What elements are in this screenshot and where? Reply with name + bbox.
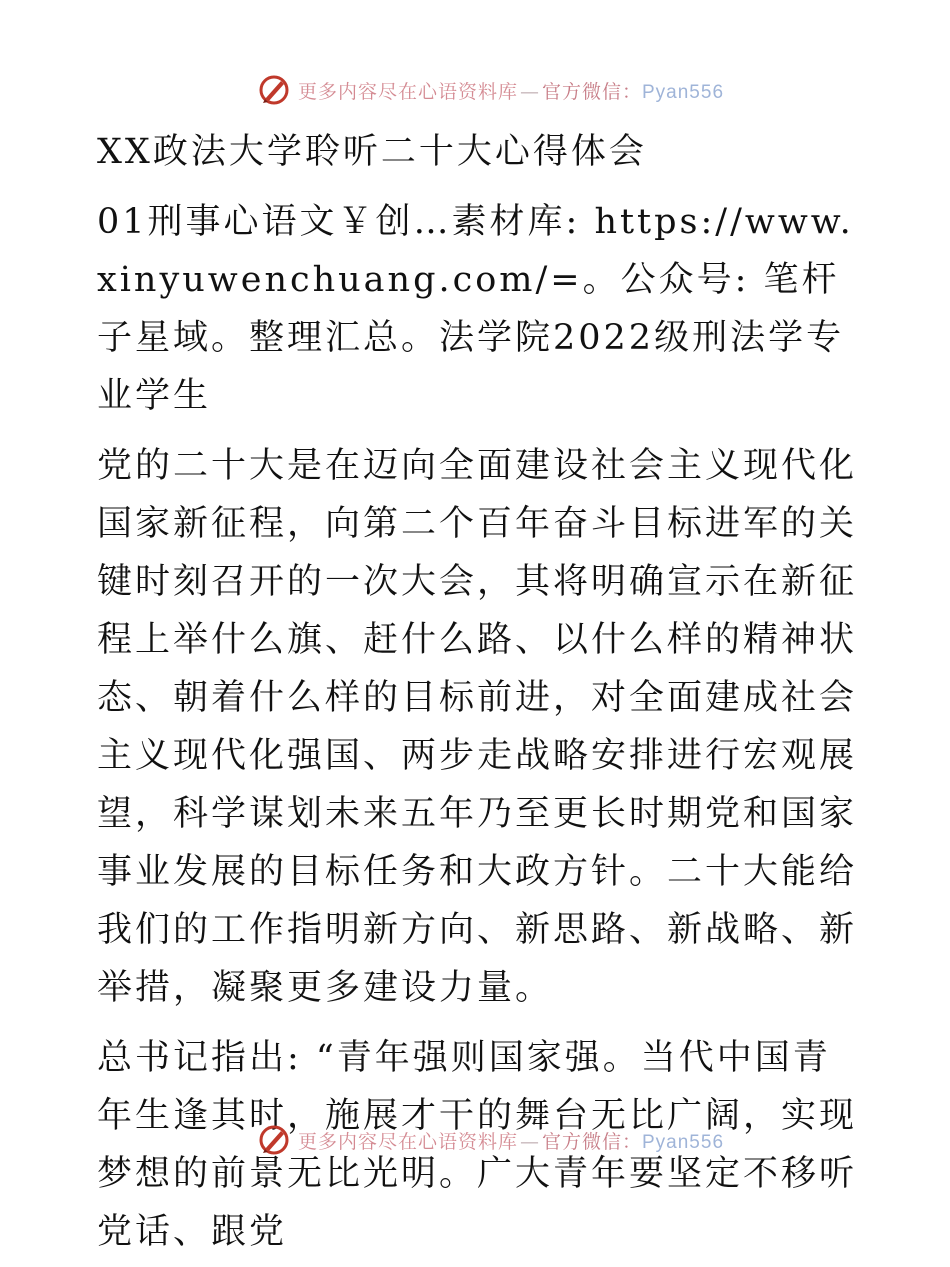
watermark-text xyxy=(298,77,724,104)
pen-logo-icon xyxy=(256,72,292,108)
pen-logo-icon xyxy=(256,1122,292,1158)
watermark-wechat-label: 官方微信： xyxy=(541,1130,642,1153)
paragraph-source-info: 01刑事心语文￥创…素材库: https://www.xinyuwenchuang.com/=。公众号: 笔杆子星域。整理汇总。法学院2022级刑法学专业学生 xyxy=(97,202,854,416)
document-title: XX政法大学聆听二十大心得体会 xyxy=(97,132,647,172)
watermark-dash: — xyxy=(519,80,540,103)
watermark-dash: — xyxy=(519,1130,540,1153)
document-body xyxy=(97,123,857,1267)
paragraph-youth-quote: 总书记指出: “青年强则国家强。当代中国青年生逢其时，施展才干的舞台无比广阔，实现梦想的前景无比光明。广大青年要坚定不移听党话、跟党 xyxy=(97,1038,858,1252)
watermark-wechat-id: Pyan556 xyxy=(642,1131,725,1153)
watermark-main-text: 更多内容尽在心语资料库 xyxy=(297,1130,518,1153)
paragraph-congress-significance: 党的二十大是在迈向全面建设社会主义现代化国家新征程，向第二个百年奋斗目标进军的关键时刻召开的一次大会，其将明确宣示在新征程上举什么旗、赶什么路、以什么样的精神状态、朝着什么样的目标前进，对全面建成社会主义现代化强国、两步走战略安排进行宏观展望，科学谋划未来五年乃至更长时期党和国家事业发展的目标任务和大政方针。二十大能给我们的工作指明新方向、新思路、新战略、新举措，凝聚更多建设力量。 xyxy=(97,446,858,1008)
header-watermark xyxy=(0,70,950,110)
watermark-wechat-id: Pyan556 xyxy=(642,81,725,103)
watermark-main-text: 更多内容尽在心语资料库 xyxy=(297,80,518,103)
watermark-wechat-label: 官方微信： xyxy=(541,80,642,103)
footer-watermark xyxy=(0,1120,950,1160)
watermark-content xyxy=(256,72,724,108)
watermark-content xyxy=(256,1122,724,1158)
watermark-text xyxy=(298,1127,724,1154)
